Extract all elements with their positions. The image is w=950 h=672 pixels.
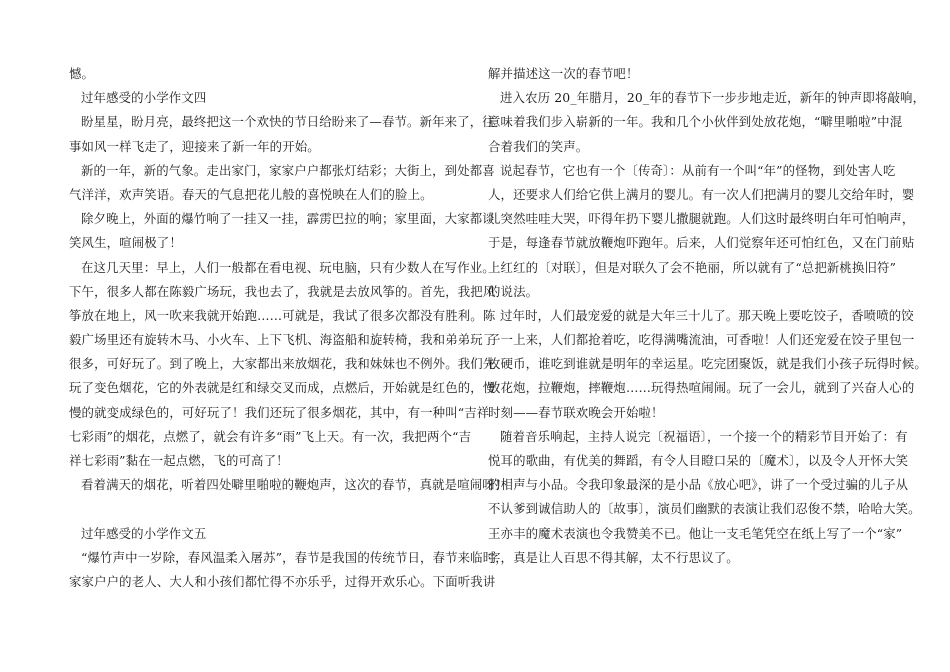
text-line: 新的一年，新的气象。走出家门，家家户户都张灯结彩；大街上，到处都喜 [81, 162, 495, 178]
text-line: 合着我们的笑声。 [488, 138, 589, 154]
text-line [69, 497, 469, 521]
text-line: 玩了变色烟花，它的外表就是红和绿交叉而成，点燃后，开始就是红色的，慢 [69, 380, 496, 396]
text-line: 的相声与小品。令我印象最深的是小品《放心吧》，讲了一个受过骗的儿子从 [488, 477, 909, 493]
text-line: 人，还要求人们给它供上满月的婴儿。有一次人们把满月的婴儿交给年时，婴 [488, 186, 915, 202]
text-line: 过年感受的小学作文五 [81, 525, 207, 541]
text-line: 七彩雨”的烟花，点燃了，就会有许多“雨”飞上天。有一次，我把两个“吉 [69, 428, 472, 444]
text-line: 看着满天的烟花，听着四处噼里啪啦的鞭炮声，这次的春节，真就是喧闹呀！ [81, 477, 508, 493]
text-line: 祥七彩雨”黏在一起点燃，飞的可高了！ [69, 453, 289, 468]
text-line: 枚硬币，谁吃到谁就是明年的幸运星。吃完团聚饭，就是我们小孩子玩得时候。 [488, 356, 927, 372]
text-line: 进入农历 20_年腊月，20_年的春节下一步步地走近，新年的钟声即将敲响， [500, 90, 926, 106]
right-column [488, 62, 927, 570]
text-line: 慢的就变成绿色的，可好玩了！我们还玩了很多烟花，其中，有一种叫“吉祥 [69, 404, 490, 420]
text-line: 在这几天里：早上，人们一般都在看电视、玩电脑，只有少数人在写作业。 [81, 259, 495, 275]
text-line: 上红红的〔对联〕，但是对联久了会不艳丽，所以就有了“总把新桃换旧符” [488, 259, 897, 275]
text-line: “爆竹声中一岁除，春风温柔入屠苏”，春节是我国的传统节日，春节来临时， [81, 549, 508, 565]
text-line: 事如风一样飞走了，迎接来了新一年的开始。 [69, 138, 320, 154]
text-line: 家家户户的老人、大人和小孩们都忙得不亦乐乎，过得开欢乐心。下面听我讲 [69, 573, 496, 589]
text-line: 很多，可好玩了。到了晚上，大家都出来放烟花，我和妹妹也不例外。我们先 [69, 356, 496, 372]
text-line: 过年感受的小学作文四 [81, 90, 207, 106]
text-line: 气洋洋，欢声笑语。春天的气息把花儿般的喜悦映在人们的脸上。 [69, 186, 433, 202]
text-line: 放花炮，拉鞭炮，摔鞭炮……玩得热喧闹闹。玩了一会儿，就到了兴奋人心的 [488, 380, 915, 396]
text-line: 时刻——春节联欢晚会开始啦！ [488, 404, 664, 420]
text-line: 盼星星，盼月亮，最终把这一个欢快的节日给盼来了—春节。新年来了，往 [81, 114, 495, 130]
text-line: 字，真是让人百思不得其解，太不行思议了。 [488, 549, 739, 565]
text-line: 不认爹到诚信助人的〔故事〕，演员们幽默的表演让我们忍俊不禁，哈哈大笑。 [488, 501, 921, 517]
text-line: 笑风生，喧闹极了！ [69, 235, 182, 251]
text-line: 解并描述这一次的春节吧！ [488, 66, 639, 81]
text-line: 毅广场里还有旋转木马、小火车、上下飞机、海盗船和旋转椅，我和弟弟玩了 [69, 332, 496, 348]
left-column [69, 62, 508, 594]
text-line: 筝放在地上，风一吹来我就开始跑……可就是，我试了很多次都没有胜利。陈 [69, 307, 496, 323]
text-line: 憾。 [69, 66, 95, 81]
text-line: 王亦丰的魔术表演也令我赞美不已。他让一支毛笔凭空在纸上写了一个“家” [488, 525, 903, 541]
text-line: 的说法。 [488, 283, 539, 299]
text-line: 除夕晚上，外面的爆竹响了一挂又一挂，霹雳巴拉的响；家里面，大家都谈 [81, 211, 495, 227]
text-line: 过年时，人们最宠爱的就是大年三十儿了。那天晚上要吃饺子，香喷喷的饺 [500, 307, 914, 323]
text-line: 于是，每逢春节就放鞭炮吓跑年。后来，人们觉察年还可怕红色，又在门前贴 [488, 235, 915, 251]
text-line: 子一上来，人们都抢着吃，吃得满嘴流油，可香啦！人们还宠爱在饺子里包一 [488, 332, 915, 348]
text-line: 儿突然哇哇大哭，吓得年扔下婴儿撒腿就跑。人们这时最终明白年可怕响声， [488, 211, 915, 227]
text-line: 下午，很多人都在陈毅广场玩，我也去了，我就是去放风筝的。首先，我把风 [69, 283, 496, 299]
text-line: 说起春节，它也有一个〔传奇〕：从前有一个叫“年”的怪物，到处害人吃 [500, 162, 896, 178]
text-line: 悦耳的歌曲，有优美的舞蹈，有令人目瞪口呆的〔魔术〕，以及令人开怀大笑 [488, 453, 909, 468]
text-line: 意味着我们步入崭新的一年。我和几个小伙伴到处放花炮，“噼里啪啦”中混 [488, 114, 903, 130]
text-line: 随着音乐响起，主持人说完〔祝福语〕，一个接一个的精彩节目开始了：有 [500, 428, 908, 444]
